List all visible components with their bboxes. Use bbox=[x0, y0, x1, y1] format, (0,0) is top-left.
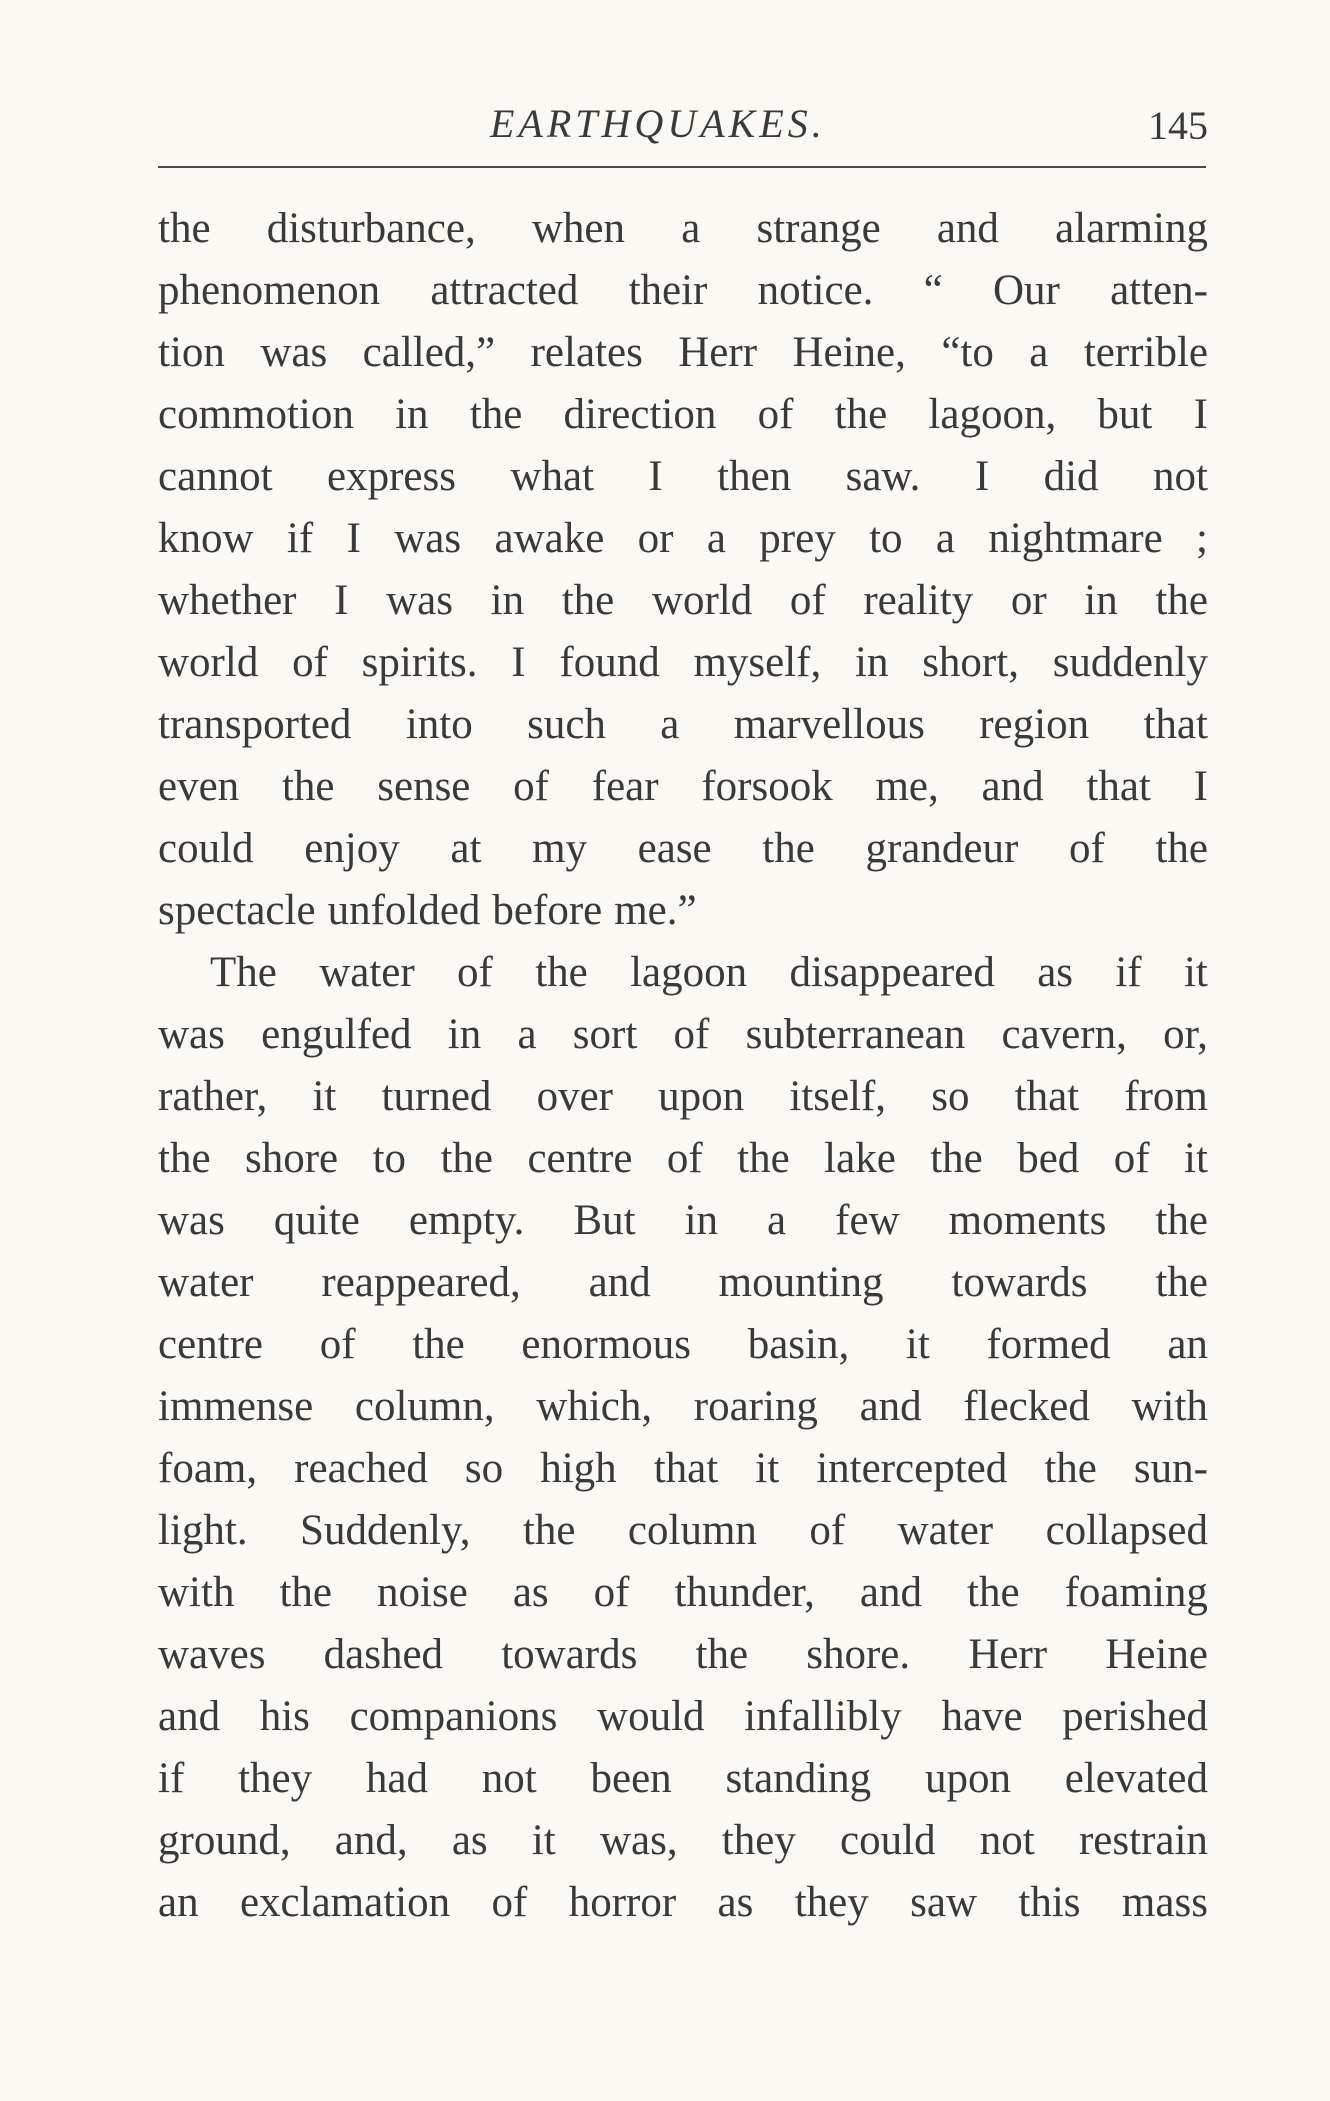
word: the bbox=[737, 1135, 790, 1182]
word: cavern, bbox=[1001, 1011, 1127, 1058]
word: but bbox=[1097, 391, 1153, 438]
text-line bbox=[158, 818, 1208, 880]
word: or, bbox=[1163, 1011, 1208, 1058]
word: it bbox=[905, 1321, 930, 1368]
word: the bbox=[561, 577, 615, 624]
word: of bbox=[1113, 1135, 1150, 1182]
word: waves bbox=[158, 1631, 266, 1678]
word: of bbox=[757, 391, 794, 438]
word: mounting bbox=[718, 1259, 884, 1306]
text-line bbox=[158, 1500, 1208, 1562]
word: that bbox=[1014, 1073, 1080, 1120]
word: as bbox=[1037, 949, 1074, 996]
word: the bbox=[1155, 577, 1208, 624]
word: an bbox=[158, 1879, 199, 1926]
word: a bbox=[767, 1197, 787, 1244]
word: foam, bbox=[158, 1445, 258, 1492]
word: Suddenly, bbox=[300, 1507, 471, 1554]
word: was bbox=[260, 329, 328, 376]
word: not bbox=[481, 1755, 537, 1802]
word: basin, bbox=[747, 1321, 850, 1368]
word: this bbox=[1018, 1879, 1081, 1926]
word: if bbox=[1115, 949, 1142, 996]
word: roaring bbox=[693, 1383, 818, 1430]
word: flecked bbox=[963, 1383, 1090, 1430]
text-line bbox=[158, 508, 1208, 570]
word: which, bbox=[536, 1383, 653, 1430]
word: the bbox=[279, 1569, 333, 1616]
word: upon bbox=[924, 1755, 1011, 1802]
word: suddenly bbox=[1052, 639, 1208, 686]
word: or bbox=[637, 515, 674, 562]
word: water bbox=[897, 1507, 994, 1554]
word: disturbance, bbox=[266, 205, 476, 252]
word: marvellous bbox=[733, 701, 925, 748]
word: my bbox=[532, 825, 588, 872]
word: intercepted bbox=[816, 1445, 1008, 1492]
word: had bbox=[365, 1755, 428, 1802]
word: enormous bbox=[521, 1321, 692, 1368]
word: sort bbox=[572, 1011, 638, 1058]
text-line bbox=[158, 198, 1208, 260]
word: atten- bbox=[1110, 267, 1208, 314]
word: the bbox=[158, 205, 211, 252]
word: found bbox=[559, 639, 660, 686]
text-line bbox=[158, 1314, 1208, 1376]
word: express bbox=[327, 453, 456, 500]
text-line bbox=[158, 694, 1208, 756]
word: then bbox=[717, 453, 792, 500]
word: world bbox=[158, 639, 259, 686]
word: water bbox=[319, 949, 415, 996]
word: saw. bbox=[845, 453, 921, 500]
word: attracted bbox=[430, 267, 579, 314]
word: called,” bbox=[362, 329, 496, 376]
word: rather, bbox=[158, 1073, 268, 1120]
text-line bbox=[158, 1686, 1208, 1748]
word: the bbox=[1044, 1445, 1097, 1492]
word: and bbox=[859, 1569, 923, 1616]
text-line-paragraph-end bbox=[158, 880, 1208, 942]
body-text bbox=[158, 198, 1208, 1934]
word: phenomenon bbox=[158, 267, 381, 314]
word: forsook bbox=[701, 763, 833, 810]
word: was bbox=[158, 1011, 225, 1058]
word: it bbox=[312, 1073, 337, 1120]
word: was bbox=[158, 1197, 225, 1244]
word: commotion bbox=[158, 391, 354, 438]
word: standing bbox=[725, 1755, 872, 1802]
word: engulfed bbox=[261, 1011, 412, 1058]
word: to bbox=[372, 1135, 407, 1182]
word: and bbox=[158, 1693, 221, 1740]
word: formed bbox=[986, 1321, 1111, 1368]
word: quite bbox=[273, 1197, 360, 1244]
word: in bbox=[395, 391, 429, 438]
word: turned bbox=[381, 1073, 492, 1120]
word: I bbox=[1193, 763, 1208, 810]
word: not bbox=[1152, 453, 1208, 500]
word: foaming bbox=[1064, 1569, 1208, 1616]
word: even bbox=[158, 763, 240, 810]
word: few bbox=[835, 1197, 900, 1244]
word: mass bbox=[1121, 1879, 1208, 1926]
word: a bbox=[935, 515, 955, 562]
word: it bbox=[1183, 949, 1208, 996]
word: the bbox=[535, 949, 588, 996]
text-line bbox=[158, 756, 1208, 818]
word: into bbox=[405, 701, 473, 748]
word: of bbox=[319, 1321, 356, 1368]
word: “ bbox=[923, 267, 943, 314]
word: of bbox=[1068, 825, 1105, 872]
word: towards bbox=[951, 1259, 1088, 1306]
word: and bbox=[981, 763, 1044, 810]
word: the bbox=[469, 391, 523, 438]
word: light. bbox=[158, 1507, 248, 1554]
word: Heine bbox=[1105, 1631, 1208, 1678]
word: alarming bbox=[1055, 205, 1208, 252]
word: shore bbox=[244, 1135, 339, 1182]
word: could bbox=[158, 825, 254, 872]
word: companions bbox=[349, 1693, 558, 1740]
word: in bbox=[490, 577, 525, 624]
word: his bbox=[259, 1693, 310, 1740]
text-line bbox=[158, 446, 1208, 508]
word: to bbox=[869, 515, 903, 562]
word: column, bbox=[354, 1383, 495, 1430]
text-line bbox=[158, 1066, 1208, 1128]
word: what bbox=[510, 453, 594, 500]
word: the bbox=[281, 763, 335, 810]
word: the bbox=[1155, 1259, 1208, 1306]
word: the bbox=[834, 391, 888, 438]
text-line bbox=[158, 1252, 1208, 1314]
word: noise bbox=[377, 1569, 468, 1616]
word: But bbox=[573, 1197, 636, 1244]
word: strange bbox=[756, 205, 881, 252]
word: was bbox=[394, 515, 462, 562]
word: the bbox=[158, 1135, 211, 1182]
word: lagoon, bbox=[928, 391, 1057, 438]
word: bed bbox=[1017, 1135, 1080, 1182]
word: a bbox=[1029, 329, 1049, 376]
word: myself, bbox=[693, 639, 822, 686]
word: sun- bbox=[1133, 1445, 1208, 1492]
word: if bbox=[286, 515, 314, 562]
word: lagoon bbox=[630, 949, 748, 996]
text-line bbox=[158, 322, 1208, 384]
word: and bbox=[859, 1383, 922, 1430]
word: direction bbox=[563, 391, 717, 438]
word: whether bbox=[158, 577, 297, 624]
word: they bbox=[794, 1879, 869, 1926]
word: been bbox=[590, 1755, 672, 1802]
word: perished bbox=[1062, 1693, 1208, 1740]
word: their bbox=[628, 267, 708, 314]
word: of bbox=[491, 1879, 528, 1926]
text-line bbox=[158, 384, 1208, 446]
word: exclamation bbox=[239, 1879, 451, 1926]
page-number: 145 bbox=[1148, 103, 1208, 148]
word: as bbox=[717, 1879, 754, 1926]
word: as bbox=[512, 1569, 549, 1616]
word: if bbox=[158, 1755, 185, 1802]
word: a bbox=[517, 1011, 537, 1058]
word: the bbox=[412, 1321, 465, 1368]
text-line bbox=[158, 1190, 1208, 1252]
word: of bbox=[666, 1135, 703, 1182]
word: that bbox=[1143, 701, 1208, 748]
text-line bbox=[158, 570, 1208, 632]
word: transported bbox=[158, 701, 352, 748]
word: reached bbox=[294, 1445, 428, 1492]
word: I bbox=[974, 453, 990, 500]
word: in bbox=[1084, 577, 1118, 624]
word: of bbox=[593, 1569, 630, 1616]
word: have bbox=[941, 1693, 1023, 1740]
word: as bbox=[451, 1817, 488, 1864]
word: so bbox=[931, 1073, 970, 1120]
text-line bbox=[158, 1872, 1208, 1934]
word: relates bbox=[530, 329, 643, 376]
word: it bbox=[755, 1445, 780, 1492]
word: short, bbox=[922, 639, 1019, 686]
word: a bbox=[706, 515, 726, 562]
word: Herr bbox=[678, 329, 758, 376]
running-title: EARTHQUAKES. bbox=[490, 101, 826, 146]
word: region bbox=[979, 701, 1090, 748]
word: and bbox=[936, 205, 999, 252]
word: of bbox=[809, 1507, 846, 1554]
text-line bbox=[158, 1624, 1208, 1686]
word: elevated bbox=[1064, 1755, 1208, 1802]
word: was bbox=[386, 577, 453, 624]
word: the bbox=[522, 1507, 576, 1554]
word: spectacle bbox=[158, 887, 316, 934]
word: the bbox=[695, 1631, 749, 1678]
word: reality bbox=[863, 577, 974, 624]
word: I bbox=[511, 639, 526, 686]
text-line bbox=[158, 1128, 1208, 1190]
word: the bbox=[440, 1135, 493, 1182]
word: empty. bbox=[408, 1197, 525, 1244]
word: the bbox=[967, 1569, 1020, 1616]
word: the bbox=[762, 825, 815, 872]
word: would bbox=[597, 1693, 705, 1740]
word: immense bbox=[158, 1383, 314, 1430]
text-line bbox=[158, 260, 1208, 322]
word: it bbox=[1184, 1135, 1208, 1182]
text-line bbox=[158, 1438, 1208, 1500]
word: I bbox=[648, 453, 663, 500]
word: unfolded bbox=[327, 887, 481, 934]
text-line bbox=[158, 632, 1208, 694]
word: fear bbox=[591, 763, 659, 810]
word: or bbox=[1010, 577, 1047, 624]
word: world bbox=[651, 577, 753, 624]
word: and bbox=[588, 1259, 651, 1306]
word: a bbox=[681, 205, 701, 252]
word: I bbox=[1193, 391, 1208, 438]
word: infallibly bbox=[744, 1693, 902, 1740]
word: sense bbox=[377, 763, 471, 810]
word: column bbox=[627, 1507, 757, 1554]
word: know bbox=[158, 515, 254, 562]
word: Herr bbox=[968, 1631, 1048, 1678]
word: in bbox=[855, 639, 889, 686]
word: centre bbox=[527, 1135, 633, 1182]
word: when bbox=[531, 205, 626, 252]
word: ease bbox=[637, 825, 712, 872]
word: high bbox=[540, 1445, 617, 1492]
word: did bbox=[1043, 453, 1099, 500]
text-line bbox=[158, 1376, 1208, 1438]
header-rule bbox=[158, 166, 1206, 168]
word: The bbox=[210, 949, 277, 996]
word: in bbox=[684, 1197, 719, 1244]
word: and, bbox=[334, 1817, 408, 1864]
word: upon bbox=[658, 1073, 745, 1120]
word: shore. bbox=[806, 1631, 911, 1678]
word: horror bbox=[568, 1879, 677, 1926]
word: Heine, bbox=[792, 329, 906, 376]
word: I bbox=[346, 515, 361, 562]
word: so bbox=[464, 1445, 504, 1492]
word: tion bbox=[158, 329, 225, 376]
word: me, bbox=[875, 763, 939, 810]
text-line bbox=[158, 1004, 1208, 1066]
running-head bbox=[0, 100, 1330, 150]
word: lake bbox=[824, 1135, 896, 1182]
word: Our bbox=[992, 267, 1060, 314]
word: before bbox=[492, 887, 603, 934]
word: ground, bbox=[158, 1817, 291, 1864]
word: an bbox=[1167, 1321, 1208, 1368]
word: towards bbox=[501, 1631, 638, 1678]
word: of bbox=[789, 577, 826, 624]
word: notice. bbox=[757, 267, 874, 314]
word: itself, bbox=[789, 1073, 887, 1120]
word: enjoy bbox=[304, 825, 400, 872]
word: was, bbox=[599, 1817, 678, 1864]
word: that bbox=[1086, 763, 1151, 810]
word: not bbox=[979, 1817, 1035, 1864]
word: grandeur bbox=[865, 825, 1019, 872]
word: nightmare bbox=[988, 515, 1163, 562]
word: subterranean bbox=[745, 1011, 966, 1058]
word: they bbox=[238, 1755, 313, 1802]
word: such bbox=[527, 701, 606, 748]
word: awake bbox=[494, 515, 605, 562]
text-line bbox=[158, 1810, 1208, 1872]
word: of bbox=[513, 763, 549, 810]
text-line bbox=[158, 1748, 1208, 1810]
word: in bbox=[447, 1011, 482, 1058]
word: of bbox=[292, 639, 328, 686]
text-line bbox=[158, 1562, 1208, 1624]
word: that bbox=[653, 1445, 719, 1492]
word: the bbox=[1155, 825, 1208, 872]
word: “to bbox=[941, 329, 994, 376]
word: I bbox=[334, 577, 349, 624]
word: moments bbox=[948, 1197, 1107, 1244]
word: prey bbox=[759, 515, 836, 562]
word: a bbox=[660, 701, 680, 748]
word: cannot bbox=[158, 453, 273, 500]
word: reappeared, bbox=[321, 1259, 521, 1306]
word: of bbox=[457, 949, 493, 996]
word: over bbox=[536, 1073, 613, 1120]
text-line-paragraph-start bbox=[158, 942, 1208, 1004]
word: ; bbox=[1196, 515, 1208, 562]
word: centre bbox=[158, 1321, 264, 1368]
word: at bbox=[450, 825, 482, 872]
word: terrible bbox=[1083, 329, 1208, 376]
word: dashed bbox=[323, 1631, 444, 1678]
word: spirits. bbox=[361, 639, 478, 686]
word: of bbox=[673, 1011, 710, 1058]
word: disappeared bbox=[789, 949, 995, 996]
word: the bbox=[930, 1135, 983, 1182]
word: thunder, bbox=[674, 1569, 815, 1616]
word: they bbox=[721, 1817, 796, 1864]
word: collapsed bbox=[1045, 1507, 1208, 1554]
word: with bbox=[158, 1569, 235, 1616]
word: with bbox=[1131, 1383, 1208, 1430]
word: could bbox=[840, 1817, 936, 1864]
word: restrain bbox=[1078, 1817, 1208, 1864]
word: from bbox=[1124, 1073, 1208, 1120]
word: it bbox=[531, 1817, 556, 1864]
word: the bbox=[1155, 1197, 1208, 1244]
word: water bbox=[158, 1259, 254, 1306]
word: me.” bbox=[614, 887, 697, 934]
word: saw bbox=[910, 1879, 978, 1926]
